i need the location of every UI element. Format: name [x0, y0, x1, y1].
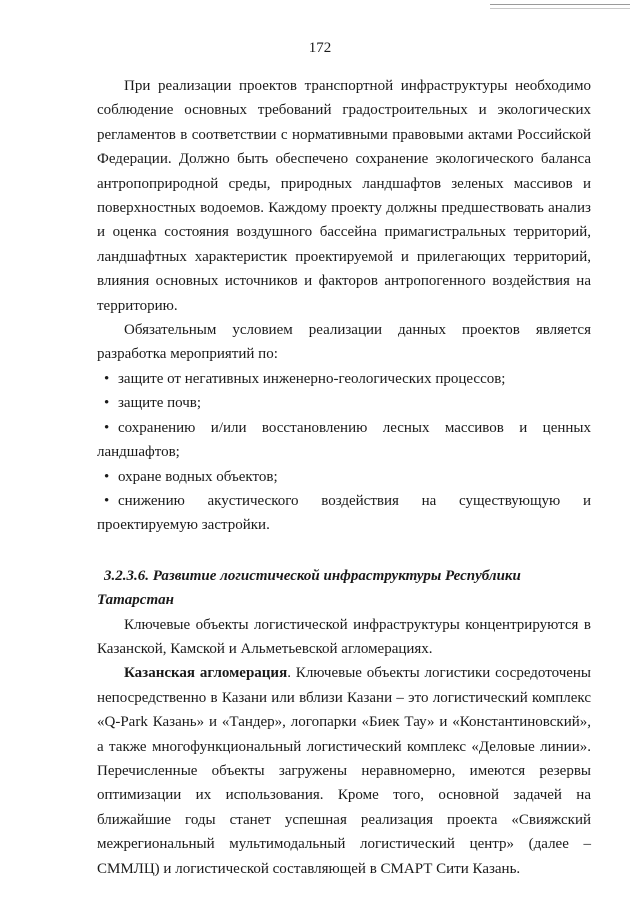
paragraph-key-objects: Ключевые объекты логистической инфраструктуры концентрируются в Казанской, Камской и Альметьевской агломерациях.: [97, 616, 591, 657]
document-body: [97, 74, 591, 881]
measures-list: [97, 367, 591, 538]
list-item: [97, 416, 591, 465]
list-item-text: защите почв;: [118, 395, 202, 412]
kazan-agglomeration-text: . Ключевые объекты логистики сосредоточены непосредственно в Казани или вблизи Казани – это логистический комплекс «Q-Park Казань» и «Тандер», логопарки «Биек Тау» и «Константиновский», а также многофункциональный логистический комплекс «Деловые линии». Перечисленные объекты загружены неравномерно, имеются резервы оптимизации их использования. Кроме того, основной задачей на ближайшие годы станет успешная реализация проекта «Свияжский межрегиональный мультимодальный логистический центр» (далее – СММЛЦ) и логистической составляющей в СМАРТ Сити Казань.: [97, 665, 591, 877]
page-number: 172: [308, 40, 332, 56]
bullet-icon: •: [104, 468, 110, 485]
kazan-agglomeration-lead: Казанская агломерация: [124, 665, 288, 682]
scan-corner-mark: [490, 4, 630, 9]
bullet-icon: •: [104, 492, 110, 509]
paragraph-mandatory-condition: Обязательным условием реализации данных проектов является разработка мероприятий по:: [97, 322, 591, 363]
list-item-text: охране водных объектов;: [118, 468, 278, 485]
section-heading: 3.2.3.6. Развитие логистической инфраструктуры Республики Татарстан: [97, 567, 521, 609]
list-item-text: снижению акустического воздействия на существующую и проектируемую застройки.: [97, 492, 591, 534]
list-item: [97, 465, 591, 489]
list-item: [97, 367, 591, 391]
list-item: [97, 391, 591, 415]
paragraph-kazan-agglomeration: [97, 661, 591, 881]
bullet-icon: •: [104, 370, 110, 387]
list-item-text: сохранению и/или восстановлению лесных массивов и ценных ландшафтов;: [97, 419, 591, 461]
bullet-icon: •: [104, 419, 110, 436]
list-item: [97, 489, 591, 538]
bullet-icon: •: [104, 395, 110, 412]
list-item-text: защите от негативных инженерно-геологических процессов;: [118, 370, 506, 387]
paragraph-requirements: При реализации проектов транспортной инфраструктуры необходимо соблюдение основных требований градостроительных и экологических регламентов в соответствии с нормативными правовыми актами Российской Федерации. Должно быть обеспечено сохранение экологического баланса антропоприродной среды, природных ландшафтов зеленых массивов и поверхностных водоемов. Каждому проекту должны предшествовать анализ и оценка состояния воздушного бассейна примагистральных территорий, ландшафтных характеристик проектируемой и прилегающих территорий, влияния основных источников и факторов антропогенного воздействия на территорию.: [97, 78, 591, 314]
